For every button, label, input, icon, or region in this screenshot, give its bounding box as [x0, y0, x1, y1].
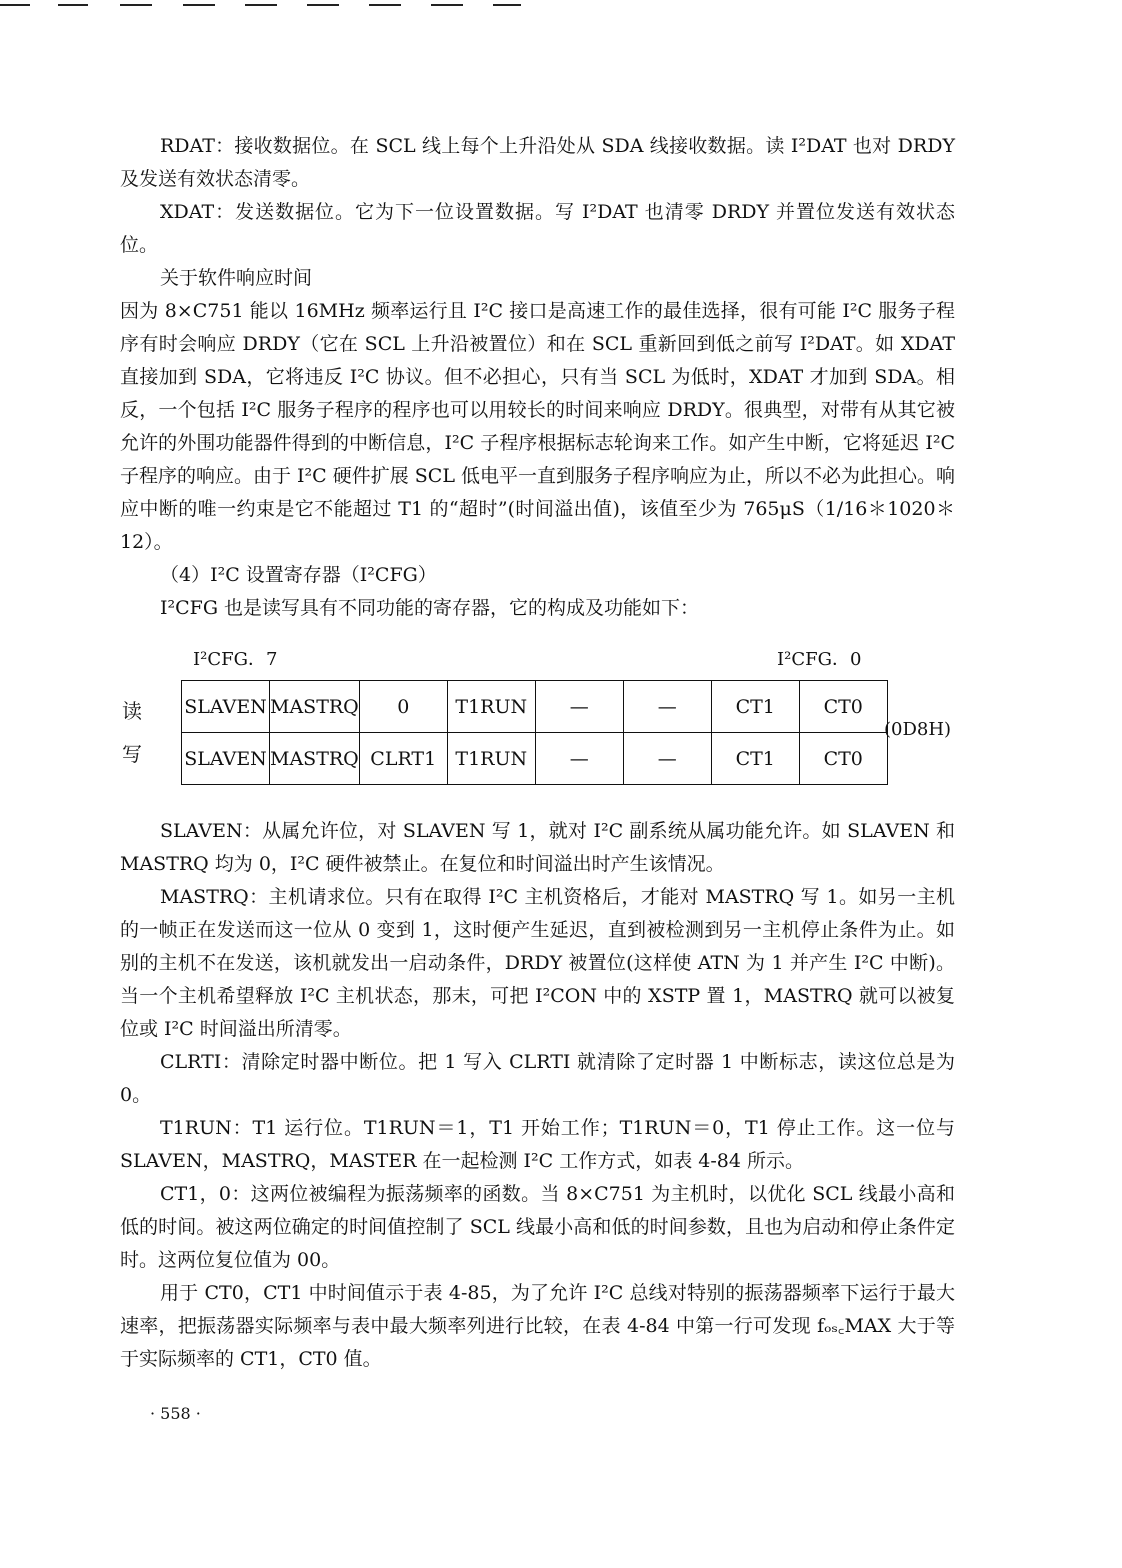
register-bit-cell: — — [535, 733, 623, 785]
paragraph: I²CFG 也是读写具有不同功能的寄存器，它的构成及功能如下： — [160, 597, 700, 619]
register-bit-cell: T1RUN — [447, 733, 535, 785]
write-row-label: 写 — [122, 742, 142, 766]
write-bits-row — [182, 733, 888, 785]
scan-edge-mark — [431, 4, 463, 6]
register-bit-cell: MASTRQ — [270, 681, 360, 733]
scan-edge-mark — [307, 4, 339, 6]
read-bits-row — [182, 681, 888, 733]
paragraph: （4）I²C 设置寄存器（I²CFG） — [160, 564, 437, 586]
register-bit-cell: 0 — [359, 681, 447, 733]
scan-edge-mark — [120, 4, 152, 6]
paragraph: 关于软件响应时间 — [160, 267, 313, 289]
paragraph: MASTRQ：主机请求位。只有在取得 I²C 主机资格后，才能对 MASTRQ 写 1。如另一主机的一帧正在发送而这一位从 0 变到 1，这时便产生延迟，直到被检测到另一主机停止条件为止。如别的主机不在发送，该机就发出一启动条件，DRDY 被置位(这样使 ATN 为 1 并产生 I²C 中断)。当一个主机希望释放 I²C 主机状态，那末，可把 I²CON 中的 XSTP 置 1，MASTRQ 就可以被复位或 I²C 时间溢出所清零。 — [120, 886, 955, 1040]
paragraph: T1RUN：T1 运行位。T1RUN＝1，T1 开始工作；T1RUN＝0，T1 停止工作。这一位与 SLAVEN，MASTRQ，MASTER 在一起检测 I²C 工作方式，如表 4-84 所示。 — [120, 1117, 955, 1172]
paragraph: CLRTI：清除定时器中断位。把 1 写入 CLRTI 就清除了定时器 1 中断标志，读这位总是为 0。 — [120, 1051, 955, 1106]
scan-edge-mark — [493, 4, 521, 6]
register-bit-cell: SLAVEN — [182, 681, 270, 733]
paragraph: RDAT：接收数据位。在 SCL 线上每个上升沿处从 SDA 线接收数据。读 I²DAT 也对 DRDY 及发送有效状态清零。 — [120, 135, 955, 190]
body-text-bottom — [120, 815, 955, 1376]
body-text-top — [120, 130, 955, 625]
register-bit-cell: CT0 — [799, 681, 887, 733]
read-row-label: 读 — [122, 699, 142, 723]
register-bit-cell: — — [535, 681, 623, 733]
scan-edge-mark — [0, 4, 30, 6]
register-bit-cell: MASTRQ — [270, 733, 360, 785]
page-number: · 558 · — [150, 1404, 201, 1423]
paragraph: 用于 CT0，CT1 中时间值示于表 4-85，为了允许 I²C 总线对特别的振荡器频率下运行于最大速率，把振荡器实际频率与表中最大频率列进行比较，在表 4-84 中第一行可发现 fₒₛ꜀MAX 大于等于实际频率的 CT1，CT0 值。 — [120, 1282, 955, 1370]
scan-edge-mark — [58, 4, 88, 6]
scan-edge-mark — [183, 4, 215, 6]
register-address: (0D8H) — [884, 719, 952, 740]
paragraph: 因为 8×C751 能以 16MHz 频率运行且 I²C 接口是高速工作的最佳选择，很有可能 I²C 服务子程序有时会响应 DRDY（它在 SCL 上升沿被置位）和在 SCL 重新回到低之前写 I²DAT。如 XDAT 直接加到 SDA，它将违反 I²C 协议。但不必担心，只有当 SCL 为低时，XDAT 才加到 SDA。相反，一个包括 I²C 服务子程序的程序也可以用较长的时间来响应 DRDY。很典型，对带有从其它被允许的外围功能器件得到的中断信息，I²C 子程序根据标志轮询来工作。如产生中断，它将延迟 I²C 子程序的响应。由于 I²C 硬件扩展 SCL 低电平一直到服务子程序响应为止，所以不必为此担心。响应中断的唯一约束是它不能超过 T1 的“超时”(时间溢出值)，该值至少为 765μS（1/16＊1020＊12）。 — [120, 300, 955, 553]
register-bit-cell: CT1 — [711, 733, 799, 785]
register-bit-cell: SLAVEN — [182, 733, 270, 785]
paragraph: SLAVEN：从属允许位，对 SLAVEN 写 1，就对 I²C 副系统从属功能允许。如 SLAVEN 和 MASTRQ 均为 0，I²C 硬件被禁止。在复位和时间溢出时产生该情况。 — [120, 820, 955, 875]
register-msb-label: I²CFG．7 — [193, 649, 278, 670]
register-bit-cell: CLRT1 — [359, 733, 447, 785]
paragraph: CT1，0：这两位被编程为振荡频率的函数。当 8×C751 为主机时，以优化 SCL 线最小高和低的时间。被这两位确定的时间值控制了 SCL 线最小高和低的时间参数，且也为启动和停止条件定时。这两位复位值为 00。 — [120, 1183, 955, 1271]
register-bit-cell: T1RUN — [447, 681, 535, 733]
scan-edge-mark — [245, 4, 277, 6]
register-bit-cell: CT0 — [799, 733, 887, 785]
register-bit-cell: CT1 — [711, 681, 799, 733]
register-lsb-label: I²CFG．0 — [777, 649, 862, 670]
scan-edge-mark — [369, 4, 401, 6]
register-bit-cell: — — [623, 681, 711, 733]
register-bit-cell: — — [623, 733, 711, 785]
i2cfg-register-table — [181, 680, 888, 785]
paragraph: XDAT：发送数据位。它为下一位设置数据。写 I²DAT 也清零 DRDY 并置位发送有效状态位。 — [120, 201, 955, 256]
